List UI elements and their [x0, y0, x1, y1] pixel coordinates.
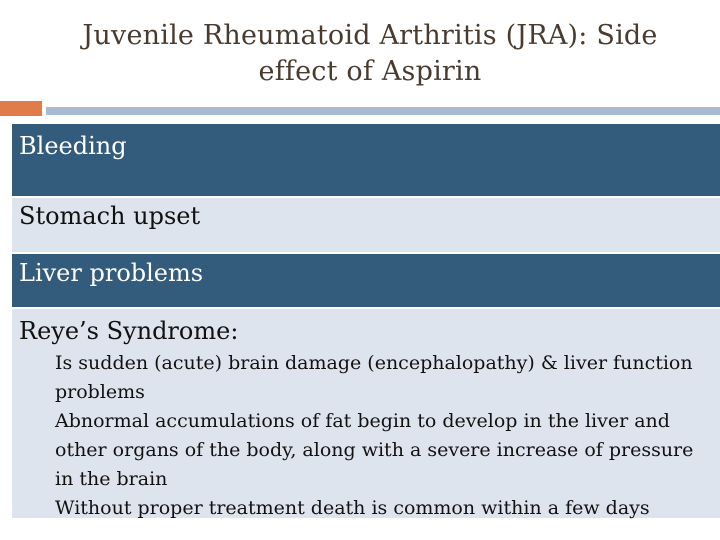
row-label: Liver problems	[19, 259, 204, 287]
accent-bar-gap	[42, 105, 46, 117]
side-effects-table	[12, 124, 720, 520]
accent-bar-orange	[0, 101, 42, 116]
row-liver-problems	[12, 254, 720, 309]
row-reyes-syndrome	[12, 309, 720, 520]
slide-title-line-2: effect of Aspirin	[258, 56, 482, 87]
accent-bar-blue	[42, 107, 720, 115]
row-label: Bleeding	[19, 132, 127, 160]
detail-item: Without proper treatment death is common within a few days	[55, 497, 650, 519]
row-bleeding	[12, 124, 720, 198]
slide-title-line-1: Juvenile Rheumatoid Arthritis (JRA): Side	[82, 20, 658, 51]
row-label: Reye’s Syndrome:	[19, 317, 239, 345]
detail-item: Is sudden (acute) brain damage (encephalopathy) & liver function problems	[55, 352, 693, 403]
detail-item: Abnormal accumulations of fat begin to develop in the liver and other organs of the body, along with a severe increase of pressure in the brain	[55, 410, 694, 490]
row-label: Stomach upset	[19, 202, 201, 230]
reyes-details	[19, 349, 720, 523]
slide-title	[40, 18, 700, 90]
row-stomach-upset	[12, 198, 720, 254]
